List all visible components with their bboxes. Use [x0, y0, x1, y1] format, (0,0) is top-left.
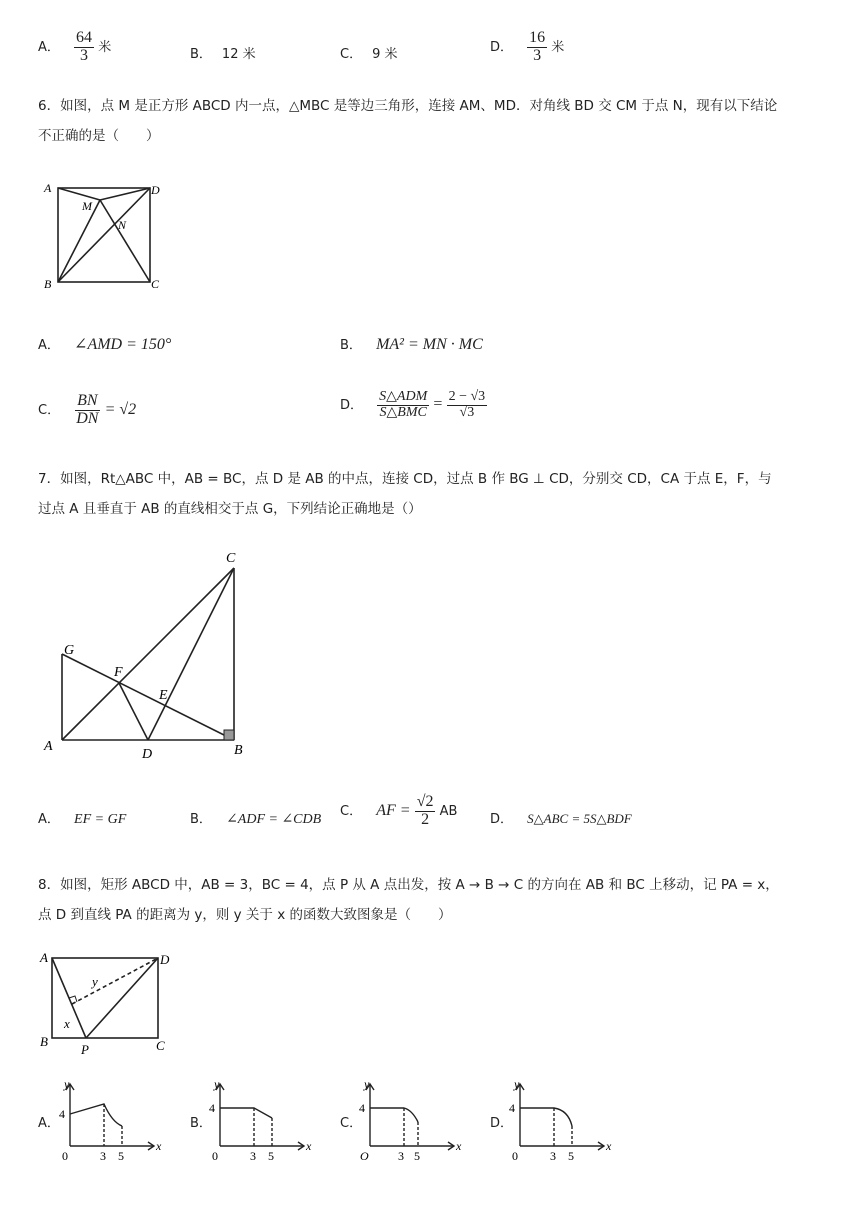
q6-option-b: B． MA² = MN · MC	[340, 336, 483, 353]
q7-label-b: B	[234, 743, 243, 758]
svg-text:5: 5	[414, 1149, 420, 1163]
svg-text:y: y	[514, 1077, 520, 1091]
q6-figure	[38, 176, 168, 294]
q7-label-c: C	[226, 551, 236, 566]
q6-label-m: M	[82, 199, 92, 213]
svg-text:O: O	[360, 1149, 369, 1163]
q8-graph-c	[356, 1074, 466, 1164]
q5-a-fraction: $\frac{64}{3}$	[76, 29, 93, 64]
q8-graph-a	[56, 1074, 166, 1164]
q5-option-d: D． $\frac{16}{3}$ 米	[490, 29, 565, 64]
q6-text: 6．如图，点 M 是正方形 ABCD 内一点，△MBC 是等边三角形，连接 AM、MD．对角线 BD 交 CM 于点 N，现有以下结论 不正确的是（ ）	[38, 98, 778, 144]
q7-label-f: F	[114, 665, 123, 680]
q5-option-a: A． $\frac{64}{3}$ 米	[38, 29, 112, 64]
svg-text:A: A	[40, 950, 48, 965]
svg-text:5: 5	[268, 1149, 274, 1163]
q6-option-c: C． $\frac{BN}{DN}$ = √2	[38, 392, 137, 427]
q8-text: 8．如图，矩形 ABCD 中，AB = 3，BC = 4，点 P 从 A 点出发，按 A → B → C 的方向在 AB 和 BC 上移动，记 PA = x， 点 D 到直线 PA 的距离为 y，则 y 关于 x 的函数大致图象是（ ）	[38, 877, 779, 923]
q7-option-c: C． AF = $\frac{√2}{2}$ AB	[340, 793, 458, 828]
svg-text:x: x	[456, 1139, 462, 1153]
q6-label-a: A	[44, 181, 52, 195]
svg-text:x: x	[306, 1139, 312, 1153]
svg-text:3: 3	[250, 1149, 256, 1163]
svg-text:P: P	[81, 1042, 89, 1057]
svg-text:D: D	[160, 952, 170, 967]
q7-label-g: G	[64, 643, 75, 658]
svg-text:3: 3	[100, 1149, 106, 1163]
q7-label-e: E	[159, 688, 168, 703]
q6-label-b: B	[44, 277, 52, 291]
q7-label-d: D	[142, 747, 153, 762]
svg-text:y: y	[364, 1077, 370, 1091]
svg-text:B: B	[40, 1034, 48, 1049]
svg-text:x: x	[606, 1139, 612, 1153]
svg-text:0: 0	[512, 1149, 518, 1163]
svg-text:y: y	[214, 1077, 220, 1091]
q6-label-n: N	[118, 218, 127, 232]
svg-text:3: 3	[550, 1149, 556, 1163]
q7-figure	[38, 544, 268, 764]
q8-option-d-label: D．	[490, 1116, 514, 1131]
q8-option-c-label: C．	[340, 1116, 363, 1131]
q8-figure	[36, 946, 186, 1058]
q7-option-a: A． EF = GF	[38, 812, 127, 827]
svg-text:y: y	[64, 1077, 70, 1091]
q5-option-c: C． 9 米	[340, 47, 398, 62]
svg-text:C: C	[156, 1038, 165, 1053]
q8-option-b-label: B．	[190, 1116, 212, 1131]
q6-option-d: D． $\frac{\text{S△ADM}}{\text{S△BMC}}$ = $\frac{2 - √3}{√3}$	[340, 389, 486, 420]
q7-text: 7．如图，Rt△ABC 中，AB = BC，点 D 是 AB 的中点，连接 CD，过点 B 作 BG ⊥ CD，分别交 CD，CA 于点 E，F，与 过点 A 且垂直于 AB 的直线相交于点 G，下列结论正确地是（）	[38, 471, 772, 517]
svg-text:5: 5	[118, 1149, 124, 1163]
q7-label-a: A	[44, 739, 53, 754]
q7-option-b: B． ∠ADF = ∠CDB	[190, 812, 322, 827]
svg-text:4: 4	[59, 1107, 65, 1121]
svg-text:x: x	[64, 1016, 70, 1031]
svg-text:5: 5	[568, 1149, 574, 1163]
q6-option-a: A． ∠AMD = 150°	[38, 336, 172, 353]
q6-label-d: D	[151, 183, 160, 197]
q8-graph-d	[506, 1074, 616, 1164]
q5-option-b: B． 12 米	[190, 47, 256, 62]
q6-label-c: C	[151, 277, 160, 291]
q8-graph-b	[206, 1074, 316, 1164]
svg-text:4: 4	[509, 1101, 515, 1115]
svg-text:3: 3	[398, 1149, 404, 1163]
svg-text:y: y	[92, 974, 98, 989]
svg-text:4: 4	[209, 1101, 215, 1115]
q5-d-fraction: $\frac{16}{3}$	[529, 29, 546, 64]
svg-text:x: x	[156, 1139, 162, 1153]
svg-text:0: 0	[212, 1149, 218, 1163]
svg-text:4: 4	[359, 1101, 365, 1115]
q8-option-a-label: A．	[38, 1116, 60, 1131]
q7-option-d: D． S△ABC = 5S△BDF	[490, 811, 632, 827]
svg-text:0: 0	[62, 1149, 68, 1163]
